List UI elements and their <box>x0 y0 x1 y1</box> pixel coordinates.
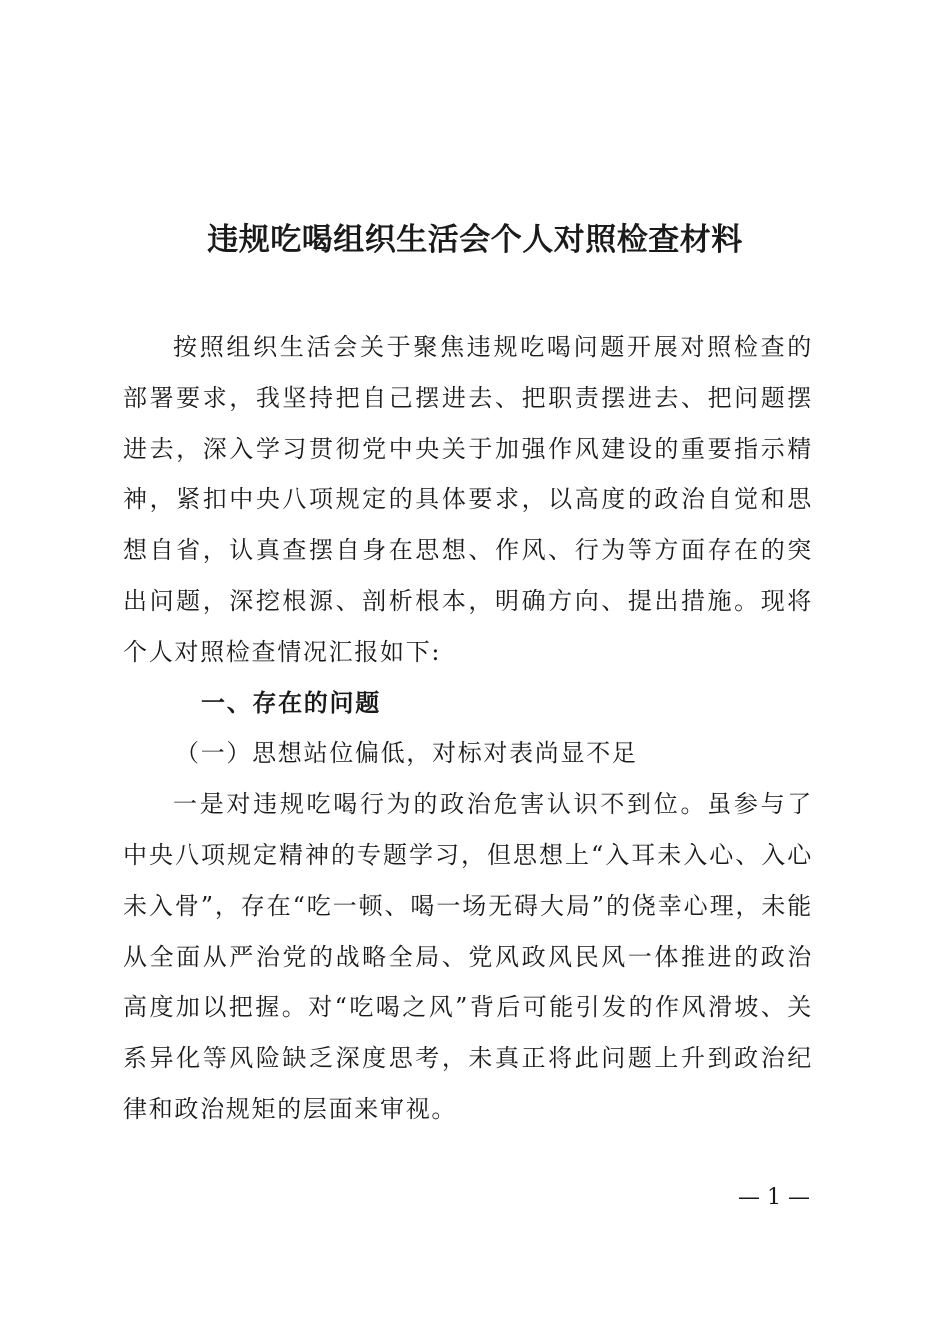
document-body <box>123 322 813 1135</box>
document-title: 违规吃喝组织生活会个人对照检查材料 <box>207 222 743 258</box>
point-paragraph: 一是对违规吃喝行为的政治危害认识不到位。虽参与了中央八项规定精神的专题学习，但思想上“入耳未入心、入心未入骨”，存在“吃一顿、喝一场无碍大局”的侥幸心理，未能从全面从严治党的战略全局、党风政风民风一体推进的政治高度加以把握。对“吃喝之风”背后可能引发的作风滑坡、关系异化等风险缺乏深度思考，未真正将此问题上升到政治纪律和政治规矩的层面来审视。 <box>123 790 813 1123</box>
subsection-heading: （一）思想站位偏低，对标对表尚显不足 <box>175 739 638 768</box>
intro-paragraph: 按照组织生活会关于聚焦违规吃喝问题开展对照检查的部署要求，我坚持把自己摆进去、把职责摆进去、把问题摆进去，深入学习贯彻党中央关于加强作风建设的重要指示精神，紧扣中央八项规定的具体要求，以高度的政治自觉和思想自省，认真查摆自身在思想、作风、行为等方面存在的突出问题，深挖根源、剖析根本，明确方向、提出措施。现将个人对照检查情况汇报如下: <box>123 333 813 666</box>
section-heading: 一、存在的问题 <box>201 688 381 717</box>
page-number: — 1 — <box>738 1185 810 1210</box>
